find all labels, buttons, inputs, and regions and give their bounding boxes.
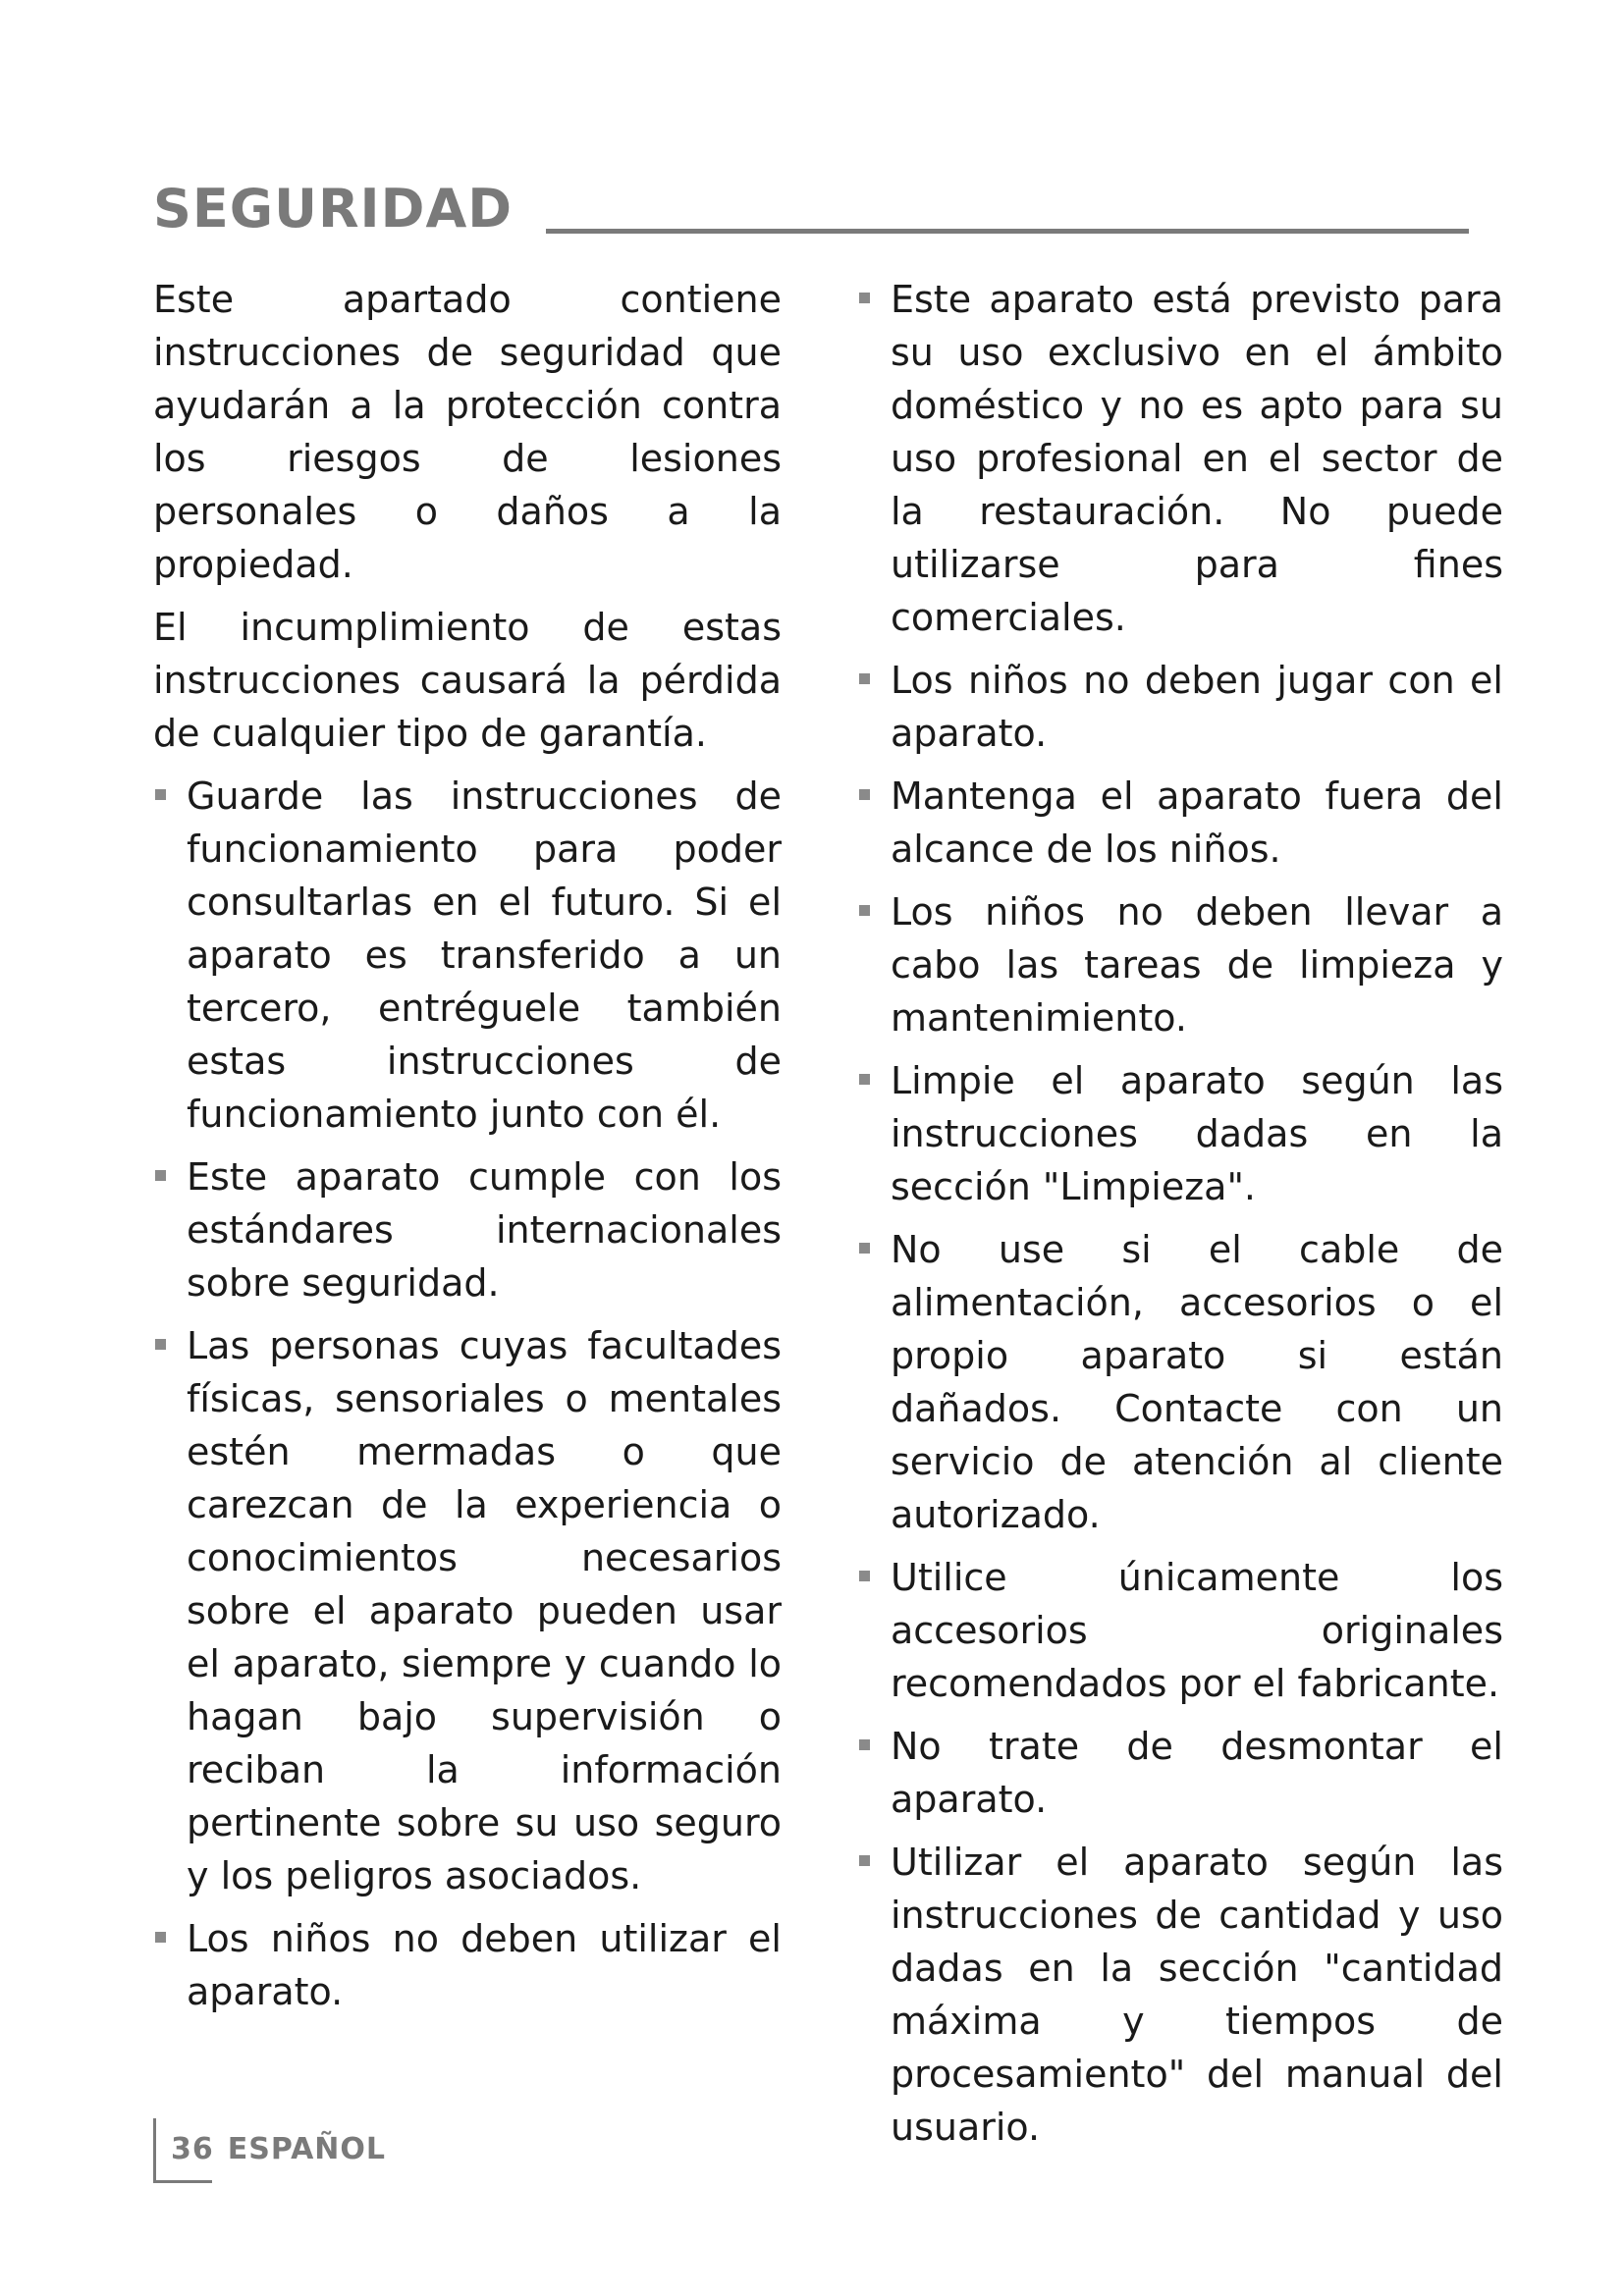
bullet-text: Los niños no deben jugar con el aparato.: [891, 659, 1503, 755]
bullet-text: Los niños no deben utilizar el aparato.: [187, 1917, 782, 2013]
bullet-text: No trate de desmontar el aparato.: [891, 1725, 1503, 1821]
bullet-text: Utilice únicamente los accesorios originales recomendados por el fabricante.: [891, 1556, 1503, 1705]
square-bullet-icon: [859, 905, 870, 916]
bullet-text: Este aparato está previsto para su uso exclusivo en el ámbito doméstico y no es apto para su uso profesional en el sector de la restauración. No puede utilizarse para fines comerciales.: [891, 278, 1503, 639]
square-bullet-icon: [155, 1932, 166, 1943]
square-bullet-icon: [155, 1339, 166, 1350]
square-bullet-icon: [859, 673, 870, 684]
square-bullet-icon: [859, 1243, 870, 1254]
right-column: [857, 273, 1503, 2163]
square-bullet-icon: [859, 1855, 870, 1866]
section-title: SEGURIDAD: [153, 178, 514, 240]
intro-paragraph: El incumplimiento de estas instrucciones causará la pérdida de cualquier tipo de garantía.: [153, 606, 782, 755]
square-bullet-icon: [859, 1739, 870, 1750]
safety-bullet: [857, 1720, 1503, 1826]
footer-label: [171, 2132, 386, 2166]
safety-bullet: [153, 1319, 782, 1902]
bullet-text: Este aparato cumple con los estándares internacionales sobre seguridad.: [187, 1155, 782, 1305]
square-bullet-icon: [859, 789, 870, 800]
section-header: [153, 157, 1469, 240]
intro-paragraph: Este apartado contiene instrucciones de seguridad que ayudarán a la protección contra los riesgos de lesiones personales o daños a la propiedad.: [153, 278, 782, 586]
safety-bullet: [857, 1223, 1503, 1541]
bullet-text: Guarde las instrucciones de funcionamiento para poder consultarlas en el futuro. Si el aparato es transferido a un tercero, entréguele también estas instrucciones de funcionamiento junto con él.: [187, 774, 782, 1136]
square-bullet-icon: [859, 1074, 870, 1085]
square-bullet-icon: [859, 293, 870, 303]
square-bullet-icon: [155, 789, 166, 800]
safety-bullet: [857, 1054, 1503, 1213]
footer-horizontal-rule: [153, 2180, 212, 2183]
title-rule: [546, 229, 1469, 234]
left-column: [153, 273, 782, 2028]
safety-bullet: [857, 1551, 1503, 1710]
safety-bullet: [857, 885, 1503, 1044]
safety-bullet: [857, 654, 1503, 760]
safety-bullet: [857, 770, 1503, 876]
safety-bullet: [153, 1912, 782, 2018]
bullet-text: Los niños no deben llevar a cabo las tareas de limpieza y mantenimiento.: [891, 890, 1503, 1040]
safety-bullet: [153, 1150, 782, 1309]
page-footer: [153, 2118, 507, 2183]
safety-bullet: [153, 770, 782, 1141]
bullet-text: Las personas cuyas facultades físicas, sensoriales o mentales estén mermadas o que carezcan de la experiencia o conocimientos necesarios sobre el aparato pueden usar el aparato, siempre y cuando lo hagan bajo supervisión o reciban la información pertinente sobre su uso seguro y los peligros asociados.: [187, 1324, 782, 1897]
square-bullet-icon: [859, 1571, 870, 1581]
bullet-text: Utilizar el aparato según las instrucciones de cantidad y uso dadas en la sección "cantidad máxima y tiempos de procesamiento" del manual del usuario.: [891, 1841, 1503, 2149]
safety-bullet: [857, 1836, 1503, 2154]
page-number: 36: [171, 2132, 214, 2166]
footer-vertical-rule: [153, 2118, 156, 2183]
bullet-text: Mantenga el aparato fuera del alcance de los niños.: [891, 774, 1503, 871]
safety-bullet: [857, 273, 1503, 644]
bullet-text: No use si el cable de alimentación, accesorios o el propio aparato si están dañados. Contacte con un servicio de atención al cliente autorizado.: [891, 1228, 1503, 1536]
bullet-text: Limpie el aparato según las instrucciones dadas en la sección "Limpieza".: [891, 1059, 1503, 1208]
language-label: ESPAÑOL: [227, 2132, 387, 2166]
square-bullet-icon: [155, 1170, 166, 1181]
